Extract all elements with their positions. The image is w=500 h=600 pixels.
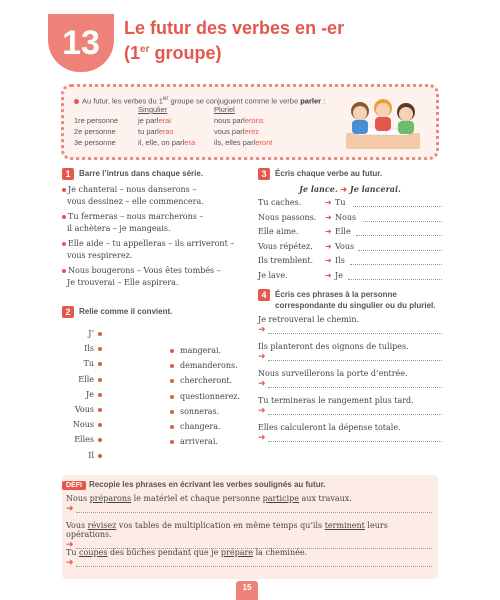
- left-column: [62, 168, 247, 292]
- rule-box: [61, 84, 439, 160]
- pronoun-text: Vous: [74, 404, 94, 414]
- pronoun-item[interactable]: [62, 372, 102, 387]
- row-sentence: Vous répétez.: [258, 241, 313, 251]
- defi-header: [62, 480, 326, 490]
- exercise-number: 1: [62, 168, 74, 180]
- row-sentence: Ils tremblent.: [258, 256, 314, 265]
- pronoun-text: Il: [88, 450, 94, 460]
- answer-line[interactable]: [76, 566, 432, 567]
- pronoun-item[interactable]: [62, 356, 102, 371]
- conj-ending: erez: [244, 127, 260, 136]
- item-line: Je trouverai – Elle aspirera.: [67, 277, 179, 287]
- conj-ending: eras: [158, 127, 174, 136]
- dot-icon[interactable]: [98, 423, 102, 427]
- answer-line[interactable]: [76, 512, 432, 513]
- conj-stem: il, elle, on parl: [138, 138, 185, 147]
- answer-line[interactable]: [363, 221, 442, 222]
- verb-text: questionnerez.: [180, 391, 241, 401]
- rule-intro-verb: parler: [300, 96, 322, 106]
- ex1-list: [62, 184, 247, 288]
- ex3-header: [258, 168, 442, 180]
- underlined-verb: prépare: [220, 548, 254, 557]
- text: aux travaux.: [299, 494, 352, 503]
- answer-row[interactable]: [258, 211, 442, 226]
- dot-icon[interactable]: [170, 395, 174, 399]
- answer-line[interactable]: [268, 333, 442, 334]
- verb-item[interactable]: [170, 373, 240, 388]
- defi-title: Recopie les phrases en écrivant les verbes soulignés au futur.: [88, 480, 326, 489]
- underlined-verb: terminent: [324, 521, 365, 530]
- text: vos tables de multiplication en même temps qu’ils: [116, 521, 325, 530]
- verb-text: sonneras.: [180, 406, 220, 416]
- arrow-icon: ➜: [66, 540, 74, 550]
- answer-line[interactable]: [353, 206, 442, 207]
- pronoun-text: Elle: [78, 374, 94, 384]
- verb-text: demanderons.: [180, 361, 238, 371]
- defi-sentence: [66, 494, 432, 503]
- exercise-title: Relie comme il convient.: [79, 307, 173, 316]
- person-1: 1re personne: [74, 116, 119, 125]
- pronoun-item[interactable]: [62, 326, 102, 341]
- ex2-header: [62, 306, 247, 318]
- answer-row[interactable]: [258, 407, 442, 419]
- example-present: Je lance.: [299, 184, 338, 194]
- answer-row[interactable]: [258, 254, 442, 269]
- answer-row[interactable]: [66, 560, 432, 570]
- item-line: vous respirerez.: [67, 250, 133, 260]
- defi-sentence: [66, 521, 432, 539]
- text: des bûches pendant que je: [107, 548, 221, 557]
- item-line: Je chanterai – nous danserons –: [68, 185, 197, 194]
- conj-s3: [138, 137, 195, 148]
- item-sentence: Je retrouverai le chemin.: [258, 315, 360, 324]
- list-item: [258, 342, 442, 365]
- dot-icon[interactable]: [170, 349, 174, 353]
- page-title: [124, 18, 344, 64]
- ex4-header: [258, 289, 442, 311]
- rule-intro-sup: er: [162, 95, 169, 102]
- item-line: Nous bougerons – Vous êtes tombés –: [68, 266, 221, 275]
- verb-item[interactable]: [170, 343, 240, 358]
- defi-sentence: [66, 548, 432, 557]
- list-item[interactable]: [62, 184, 247, 207]
- pronoun-column: [62, 326, 102, 463]
- pluriel-header: Pluriel: [214, 105, 235, 114]
- text: Tu: [66, 548, 80, 557]
- arrow-icon: ➜: [325, 270, 332, 280]
- text: le matériel et chaque personne: [131, 494, 263, 503]
- pronoun-item[interactable]: [62, 448, 102, 463]
- answer-line[interactable]: [268, 387, 442, 388]
- arrow-icon: ➜: [340, 184, 348, 194]
- row-sentence: Elle aime.: [258, 227, 299, 236]
- answer-line[interactable]: [356, 235, 442, 236]
- answer-line[interactable]: [268, 441, 442, 442]
- conj-stem: vous parl: [214, 127, 245, 136]
- text: Nous: [66, 494, 90, 503]
- item-sentence: Tu termineras le rangement plus tard.: [258, 396, 414, 405]
- pronoun-text: Tu: [83, 359, 94, 369]
- answer-line[interactable]: [350, 264, 442, 265]
- list-item[interactable]: [62, 238, 247, 261]
- defi-item: [66, 494, 432, 516]
- answer-row[interactable]: [258, 225, 442, 240]
- conj-p3: [214, 137, 272, 148]
- conj-s1: [138, 115, 195, 126]
- row-pronoun: Nous: [335, 212, 357, 222]
- verb-item[interactable]: [170, 358, 240, 373]
- conj-p1: [214, 115, 272, 126]
- person-3: 3e personne: [74, 138, 116, 147]
- list-item: [258, 423, 442, 446]
- row-sentence: Tu caches.: [258, 198, 302, 207]
- ex1-header: [62, 168, 247, 180]
- underlined-verb: coupes: [79, 548, 108, 557]
- conj-stem: je parl: [138, 116, 159, 125]
- singulier-column: [138, 104, 195, 148]
- answer-row[interactable]: [258, 326, 442, 338]
- pronoun-item[interactable]: [62, 387, 102, 402]
- conj-ending: erons: [244, 116, 264, 125]
- pronoun-text: Je: [86, 389, 94, 399]
- bullet-icon: [62, 242, 66, 246]
- row-pronoun: Ils: [335, 256, 345, 265]
- conj-ending: erai: [158, 116, 171, 125]
- list-item: [258, 396, 442, 419]
- singulier-header: Singulier: [138, 105, 168, 114]
- pronoun-item[interactable]: [62, 341, 102, 356]
- defi-badge: DÉFI: [62, 481, 86, 490]
- arrow-icon: ➜: [325, 212, 332, 222]
- title-suffix: -er: [321, 18, 345, 38]
- verb-text: chercheront.: [180, 376, 233, 386]
- dot-icon[interactable]: [170, 410, 174, 414]
- list-item[interactable]: [62, 265, 247, 288]
- person-2: 2e personne: [74, 127, 116, 136]
- arrow-icon: ➜: [258, 325, 266, 335]
- underlined-verb: participe: [262, 494, 300, 503]
- verb-text: changera.: [180, 421, 221, 431]
- verb-text: mangerai.: [180, 346, 222, 355]
- arrow-icon: ➜: [66, 558, 74, 568]
- item-line: Tu fermeras – nous marcherons –: [68, 212, 204, 221]
- answer-row[interactable]: [258, 380, 442, 392]
- answer-row[interactable]: [258, 434, 442, 446]
- answer-line[interactable]: [358, 250, 442, 251]
- conj-ending: eront: [255, 138, 273, 147]
- dot-icon[interactable]: [98, 393, 102, 397]
- dot-icon[interactable]: [98, 408, 102, 412]
- arrow-icon: ➜: [258, 406, 266, 416]
- item-line: il achètera – je mangeais.: [67, 223, 171, 233]
- conj-stem: ils, elles parl: [214, 138, 256, 147]
- exercise-title: Écris chaque verbe au futur.: [275, 169, 383, 178]
- exercise-number: 4: [258, 289, 270, 301]
- example-future: Je lancerai.: [349, 184, 401, 194]
- answer-line[interactable]: [268, 360, 442, 361]
- list-item: [258, 315, 442, 338]
- row-pronoun: Elle: [335, 227, 351, 236]
- item-sentence: Ils planteront des oignons de tulipes.: [258, 342, 409, 351]
- right-column: [258, 168, 442, 446]
- verb-item[interactable]: [170, 389, 240, 404]
- text: leurs opérations.: [66, 521, 388, 539]
- conj-ending: era: [184, 138, 196, 147]
- ex3-example: [258, 184, 442, 194]
- underlined-verb: préparons: [89, 494, 132, 503]
- pronoun-text: Nous: [72, 420, 94, 430]
- ex4-section: [258, 289, 442, 446]
- ex2-section: [62, 306, 247, 460]
- title-group-a: (1: [124, 43, 141, 63]
- row-pronoun: Vous: [335, 241, 355, 251]
- text: Vous: [66, 521, 88, 530]
- dot-icon[interactable]: [98, 347, 102, 351]
- arrow-icon: ➜: [325, 198, 332, 207]
- answer-row[interactable]: [258, 353, 442, 365]
- bullet-icon: [62, 269, 66, 273]
- arrow-icon: ➜: [66, 504, 74, 514]
- row-pronoun: Tu: [335, 198, 346, 207]
- item-line: Elle aide – tu appelleras – ils arriveront –: [68, 239, 235, 248]
- verb-column: [170, 343, 240, 449]
- pronoun-item[interactable]: [62, 432, 102, 447]
- item-sentence: Nous surveillerons la porte d’entrée.: [258, 369, 408, 378]
- conj-stem: tu parl: [138, 127, 159, 136]
- rule-intro-c: :: [321, 96, 326, 106]
- arrow-icon: ➜: [325, 241, 332, 251]
- conj-p2: [214, 126, 272, 137]
- arrow-icon: ➜: [258, 379, 266, 389]
- text: la cheminée.: [253, 548, 308, 557]
- defi-item: [66, 548, 432, 570]
- arrow-icon: ➜: [258, 352, 266, 362]
- answer-row[interactable]: [258, 240, 442, 255]
- pluriel-column: [214, 104, 272, 148]
- item-line: vous dessinez – elle commencera.: [67, 196, 204, 206]
- pronoun-item[interactable]: [62, 402, 102, 417]
- exercise-title: Barre l’intrus dans chaque série.: [79, 169, 204, 178]
- underlined-verb: révisez: [87, 521, 117, 530]
- page-number: 15: [236, 581, 258, 600]
- dot-icon[interactable]: [98, 378, 102, 382]
- arrow-icon: ➜: [258, 433, 266, 443]
- dot-icon[interactable]: [170, 440, 174, 444]
- verb-text: arriverai.: [180, 437, 218, 447]
- dot-icon[interactable]: [98, 362, 102, 366]
- title-group-b: groupe): [149, 43, 222, 63]
- bullet-icon: [62, 188, 66, 192]
- verb-item[interactable]: [170, 404, 240, 419]
- title-sup: er: [140, 44, 150, 55]
- answer-line[interactable]: [348, 279, 442, 280]
- conj-s2: [138, 126, 195, 137]
- answer-row[interactable]: [66, 506, 432, 516]
- row-pronoun: Je: [335, 270, 343, 280]
- answer-row[interactable]: [258, 269, 442, 284]
- persons-column: [74, 104, 118, 148]
- defi-box: [62, 475, 438, 579]
- children-illustration: [338, 93, 428, 153]
- item-sentence: Elles calculeront la dépense totale.: [258, 423, 401, 432]
- rule-intro-a: Au futur, les verbes du 1: [82, 96, 163, 106]
- bullet-icon: [62, 215, 66, 219]
- pronoun-text: J’: [88, 329, 94, 338]
- pronoun-text: Ils: [84, 344, 94, 354]
- dot-icon[interactable]: [98, 454, 102, 458]
- list-item[interactable]: [62, 211, 247, 234]
- dot-icon[interactable]: [98, 438, 102, 442]
- chapter-number: 13: [48, 14, 114, 72]
- dot-icon[interactable]: [98, 332, 102, 336]
- conj-stem: nous parl: [214, 116, 245, 125]
- verb-item[interactable]: [170, 434, 240, 449]
- pronoun-item[interactable]: [62, 417, 102, 432]
- dot-icon[interactable]: [170, 379, 174, 383]
- answer-row[interactable]: [258, 196, 442, 211]
- exercise-title: Écris ces phrases à la personne correspondante du singulier ou du pluriel.: [275, 290, 436, 310]
- dot-icon[interactable]: [170, 425, 174, 429]
- arrow-icon: ➜: [325, 256, 332, 265]
- row-sentence: Nous passons.: [258, 212, 317, 222]
- answer-line[interactable]: [268, 414, 442, 415]
- pronoun-text: Elles: [74, 435, 94, 445]
- exercise-number: 3: [258, 168, 270, 180]
- row-sentence: Je lave.: [258, 270, 288, 280]
- verb-item[interactable]: [170, 419, 240, 434]
- rule-intro-b: groupe se conjuguent comme le verbe: [168, 96, 301, 106]
- arrow-icon: ➜: [325, 227, 332, 236]
- title-text: Le futur des verbes en: [124, 18, 322, 38]
- exercise-number: 2: [62, 306, 74, 318]
- dot-icon[interactable]: [170, 364, 174, 368]
- list-item: [258, 369, 442, 392]
